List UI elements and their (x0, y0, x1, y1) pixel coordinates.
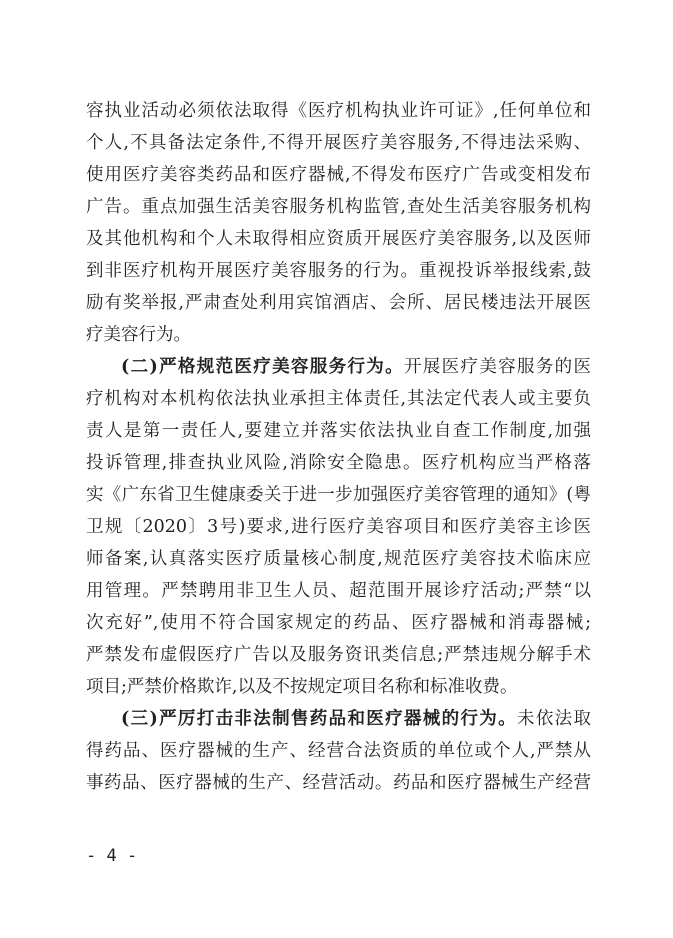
text-line: 励有奖举报,严肃查处利用宾馆酒店、会所、居民楼违法开展医 (86, 293, 591, 313)
text-line: 使用医疗美容类药品和医疗器械,不得发布医疗广告或变相发布 (86, 165, 591, 185)
text-line: 容执业活动必须依法取得《医疗机构执业许可证》,任何单位和 (86, 101, 591, 121)
text-line: 事药品、医疗器械的生产、经营活动。药品和医疗器械生产经营 (86, 773, 591, 793)
text-line: 项目;严禁价格欺诈,以及不按规定项目名称和标准收费。 (86, 677, 518, 697)
text-line: 师备案,认真落实医疗质量核心制度,规范医疗美容技术临床应 (86, 549, 591, 569)
text-line: 责人是第一责任人,要建立并落实依法执业自查工作制度,加强 (86, 421, 591, 441)
text-line: 及其他机构和个人未取得相应资质开展医疗美容服务,以及医师 (86, 229, 591, 249)
text-line: 得药品、医疗器械的生产、经营合法资质的单位或个人,严禁从 (86, 741, 591, 761)
text-line: 用管理。严禁聘用非卫生人员、超范围开展诊疗活动;严禁“以 (86, 581, 591, 601)
text-line: 严禁发布虚假医疗广告以及服务资讯类信息;严禁违规分解手术 (86, 645, 591, 665)
section-text: 未依法取 (516, 709, 591, 729)
text-line: 投诉管理,排查执业风险,消除安全隐患。医疗机构应当严格落 (86, 453, 591, 473)
text-line: 疗美容行为。 (86, 325, 191, 345)
section-heading: (三)严厉打击非法制售药品和医疗器械的行为。 (121, 709, 517, 729)
section-heading: (二)严格规范医疗美容服务行为。 (121, 357, 404, 377)
page-number: - 4 - (86, 846, 138, 866)
text-line: 卫规〔2020〕3号)要求,进行医疗美容项目和医疗美容主诊医 (86, 517, 591, 537)
section-heading-line (86, 703, 591, 735)
text-line: 个人,不具备法定条件,不得开展医疗美容服务,不得违法采购、 (86, 133, 591, 153)
section-heading-line (86, 351, 591, 383)
text-line: 广告。重点加强生活美容服务机构监管,查处生活美容服务机构 (86, 197, 591, 217)
text-line: 次充好”,使用不符合国家规定的药品、医疗器械和消毒器械; (86, 613, 591, 633)
text-line: 到非医疗机构开展医疗美容服务的行为。重视投诉举报线索,鼓 (86, 261, 591, 281)
section-text: 开展医疗美容服务的医 (403, 357, 591, 377)
text-line: 疗机构对本机构依法执业承担主体责任,其法定代表人或主要负 (86, 389, 591, 409)
text-line: 实《广东省卫生健康委关于进一步加强医疗美容管理的通知》(粤 (86, 485, 591, 505)
document-body (86, 95, 591, 799)
